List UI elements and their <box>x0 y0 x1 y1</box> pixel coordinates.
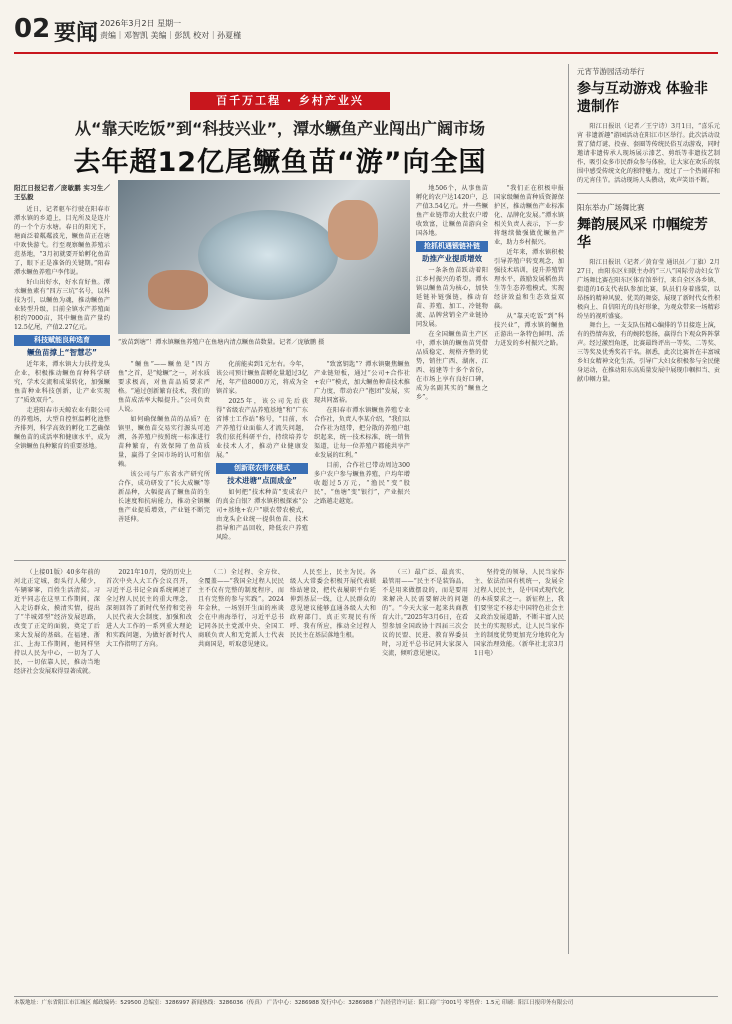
paragraph: 目前，合作社已带动周边300多户农户参与鳜鱼养殖，户均年增收超过5万元，“渔民”变“股民”，“鱼塘”变“银行”，产业振兴之路越走越宽。 <box>314 462 410 505</box>
paragraph: 该公司与广东省水产研究所合作，成功研发了“长大成鳜”等新品种，大幅提高了鳜鱼苗的生长速度和抗病能力，推动全镇鳜鱼产业提质增效，产业链不断完善延伸。 <box>118 471 210 523</box>
paragraph: 阳江日报讯（记者／王宁诗）3月1日，“喜乐元宵 非遗新趣”游园活动在阳江市区举行。此次活动设置了猜灯谜、投壶、套圈等传统民俗互动游戏，同时邀请非遗传承人现场展示漆艺、剪纸等非遗技艺制作，吸引众多市民群众参与体验，让大家在欢乐的氛围中感受传统文化的独特魅力，度过了一个热闹祥和的元宵佳节。活动现场人头攒动，欢声笑语不断。 <box>577 123 720 184</box>
sidebar-rule <box>577 193 720 194</box>
paragraph: （三）最广泛、最真实、最管用——“民主不是装饰品，不是用来做摆设的，而是要用来解决人民需要解决的问题的”。“今天大家一起来共商教育大计。”2025年3月6日，在看望参加全国政协十四届三次会议的民盟、民进、教育界委员时，习近平总书记同大家深入交流，倾听意见建议。 <box>382 569 468 657</box>
paragraph: 近日，记者驱车行驶在阳春市潭水镇的乡道上，目光所及是连片的一个个方水塘。春日的阳光下，塘面泛着粼粼波光，鳜鱼苗正在塘中欢快游弋。行至观察鳜鱼养殖示范基地，“3月初就要开始孵化鱼苗了，眼下正是准备的关键期。”阳春潭水鳜鱼养殖户李伟说。 <box>14 206 110 276</box>
paragraph: “致富钥匙”？潭水镇聚焦鳜鱼产业链短板，通过“公司+合作社+农户”模式，加大鳜鱼种苗技术推广力度，带动农户“抱团”发展，实现共同富裕。 <box>314 361 410 404</box>
subheading-secondary: 助推产业提质增效 <box>422 254 482 263</box>
paragraph: 从“靠天吃饭”到“科技兴业”，潭水镇的鳜鱼正游出一条特色鲜明、活力迸发的乡村振兴之路。 <box>494 313 564 347</box>
article-column-4 <box>314 360 410 554</box>
paragraph: 舞台上，一支支队伍精心编排的节目接连上演，有的热情奔放，有的婉转悠扬，赢得台下观众阵阵掌声。经过激烈角逐，比赛最终评出一等奖、二等奖、三等奖及优秀奖若干名。据悉，此次比赛旨在丰富城乡妇女精神文化生活，引导广大妇女积极参与全民健身运动，在推动阳东高质量发展中展现巾帼担当、贡献巾帼力量。 <box>577 322 720 383</box>
paragraph: “鳜鱼”——鳜鱼是“四方鱼”之首，是“鲶鳜”之一，对水质要求极高，对鱼苗品质要求严格。“通过创新繁育技术，我们的鱼苗成活率大幅提升。”公司负责人说。 <box>118 361 210 413</box>
article-column-5 <box>416 184 488 554</box>
paragraph: 走进阳春市天鲸农业有限公司的养殖场，大型自控恒温孵化池整齐排列，科学高效的孵化工艺确保鳜鱼苗的成活率和健康水平，成为全镇鳜鱼良种繁育的重要基地。 <box>14 407 110 450</box>
sidebar-article <box>577 258 720 384</box>
sidebar-kicker: 阳东举办广场舞比赛 <box>577 203 645 212</box>
paragraph: （二）全过程、全方位、全覆盖——“我国全过程人民民主不仅有完整的制度程序，而且有完整的参与实践”。2024年金秋，一场别开生面的座谈会在中南海举行，习近平总书记同各民主党派中央、全国工商联负责人和无党派人士代表共商国是，听取意见建议。 <box>198 569 284 648</box>
masthead <box>14 14 718 56</box>
lower-column-3 <box>198 568 284 988</box>
fish-basin-shape <box>198 210 338 300</box>
paragraph: 2021年10月，党的历史上首次中央人大工作会议召开，习近平总书记全面系统阐述了全过程人民民主的重大理念，深刻回答了新时代坚持和完善人民代表大会制度、加强和改进人大工作的一系列重大理论和实践问题，为做好新时代人大工作指明了方向。 <box>106 569 192 648</box>
byline: 阳江日报记者／庞敏鹏 实习生／王弘毅 <box>14 184 110 201</box>
section-title: 要闻 <box>54 21 99 46</box>
headline-kicker: 从“靠天吃饭”到“科技兴业”，潭水鳜鱼产业闯出广阔市场 <box>74 119 486 138</box>
paragraph: 2025年，该公司先后获得“省级农产品养殖基地”和“广东省博士工作站”称号，“目前，水产养殖行业面临人才流失问题，我们依托科研平台，持续培养专业技术人才，推动产业健康发展。” <box>216 398 308 459</box>
article-column-1 <box>14 184 110 554</box>
subheading-secondary: 鳜鱼苗撑上“智慧芯” <box>27 348 97 357</box>
paragraph: 坚持党的领导、人民当家作主、依法治国有机统一，发展全过程人民民主，是中国式现代化的本质要求之一。新征程上，我们要坚定不移走中国特色社会主义政治发展道路，不断丰富人民民主的实现形式，让人民当家作主的制度优势更加充分地转化为国家治理效能。（新华社北京3月1日电） <box>474 569 564 657</box>
paragraph: 在阳春市潭水镇鳜鱼养殖专业合作社，负责人李某介绍，“我们以合作社为纽带，把分散的养殖户组织起来，统一技术标准，统一销售渠道，让每一位养殖户都能共享产业发展的红利。” <box>314 407 410 459</box>
paragraph: （上接01版）40多年前的河北正定城，街头行人稀少，车辆寥寥，百姓生活清贫。习近平同志在这里工作期间，深入走访群众，摸清实情，提出了“半城郊型”经济发展思路，改变了正定的面貌，奠定了后来大发展的基础。在福建、浙江、上海工作期间，他同样坚持以人民为中心，一切为了人民，一切依靠人民，推动当地经济社会发展取得显著成就。 <box>14 569 100 675</box>
series-banner: 百千万工程 · 乡村产业兴 <box>190 92 390 110</box>
hand-shape <box>328 200 378 260</box>
sidebar-headline: 参与互动游戏 体验非遗制作 <box>577 81 708 115</box>
sidebar-article <box>577 122 720 185</box>
editor-credits: 责编｜邓智凯 美编｜彭凯 校对｜孙夏槿 <box>100 31 242 40</box>
subheading: 科技赋能良种选育 <box>14 335 110 346</box>
lower-column-2 <box>106 568 192 988</box>
lower-column-4 <box>290 568 376 988</box>
article-column-2 <box>118 360 210 554</box>
subheading-secondary: 技术进塘“点面成金” <box>227 476 297 485</box>
article-column-3 <box>216 360 308 554</box>
paragraph: 近年来，潭水镇积极引导养殖户转变观念，加强技术培训，提升养殖管理水平，鼓励发展稻鱼共生等生态养殖模式，实现经济效益和生态效益双赢。 <box>494 249 564 310</box>
lower-column-1 <box>14 568 100 988</box>
page-number: 02 <box>14 14 51 44</box>
hand-shape <box>148 270 208 310</box>
paragraph: 阳江日报讯（记者／黄育莹 通讯员／丁旗）2月27日，由阳东区妇联主办的“三八”国际劳动妇女节广场舞比赛在阳东区体育馆举行，来自全区各乡镇、街道的16支代表队参加比赛，队员们身着盛装，以昂扬的精神风貌、优美的舞姿，展现了新时代女性积极向上、自信阳光的良好形象，为观众带来一场精彩纷呈的视听盛宴。 <box>577 259 720 320</box>
subheading: 抢抓机遇锻链补链 <box>416 241 488 252</box>
main-headline: 去年超12亿尾鳜鱼苗“游”向全国 <box>73 147 487 178</box>
paragraph: 在全国鳜鱼苗主产区中，潭水镇的鳜鱼苗凭借品质稳定、规格齐整的优势，销往广西、湖南、江西、福建等十多个省份，在市场上享有良好口碑，成为名副其实的“鳜鱼之乡”。 <box>416 331 488 401</box>
masthead-rule <box>14 52 718 54</box>
paragraph: 化前能卖到1元左右。今年，该公司预计鳜鱼苗孵化量超过3亿尾，年产值8000万元，将成为全镇首家。 <box>216 361 308 395</box>
lower-column-6 <box>474 568 564 988</box>
issue-date: 2026年3月2日 星期一 <box>100 19 182 28</box>
page-footer: 本版地址：广东省阳江市江城区 邮政编码：529500 总编室：3286997 新闻热线：3286036（传真） 广告中心：3286988 发行中心：3286988 广告经营许可证：阳工商广字001号 零售价：1.5元 印刷：阳江日报印务有限公司 <box>14 996 718 1009</box>
sidebar <box>577 64 720 944</box>
paragraph: 人民至上，民主为民。各级人大常委会积极开展代表联络站建设，把代表履职平台延伸到基层一线，让人民群众的意见建议能够直通各级人大和政府部门，真正实现民有所呼、我有所应，推动全过程人民民主在基层落地生根。 <box>290 569 376 639</box>
paragraph: 如何确保鳜鱼苗的品质？在镇里，鳜鱼苗交易实行源头可追溯，各养殖户按照统一标准进行苗种繁育，有效保障了鱼苗质量，赢得了全国市场的认可和信赖。 <box>118 416 210 468</box>
paragraph: “我们正在积极申报国家级鳜鱼苗种质资源保护区，推动鳜鱼产业标准化、品牌化发展。”潭水镇相关负责人表示，下一步将继续做强做优鳜鱼产业，助力乡村振兴。 <box>494 185 564 246</box>
paragraph: 地506个，从事鱼苗孵化的农户达1420户，总产值3.54亿元。并一些鳜鱼产业链带动大批农户增收致富，让鳜鱼苗游向全国各地。 <box>416 185 488 237</box>
article-column-6 <box>494 184 564 554</box>
lower-column-5 <box>382 568 468 988</box>
photo-caption: “放苗到塘”！潭水镇鳜鱼养殖户在鱼塘内清点鳜鱼苗数量。记者／庞敏鹏 摄 <box>118 339 325 346</box>
sidebar-divider <box>568 64 569 954</box>
article-photo <box>118 180 410 334</box>
paragraph: 近年来，潭水镇大力扶持龙头企业，积极推动鳜鱼育种科学研究，学术交流和成果转化，加强鳜鱼苗种业科技创新，让产业实现了“质效双升”。 <box>14 361 110 404</box>
paragraph: 好山出好水，好水育好鱼。潭水鳜鱼素有“四方三坑”名号，以科技为引，以鳜鱼为魂，推动鳜鱼产业转型升级，目前全镇水产养殖面积约7000亩，其中鳜鱼苗产量约12.5亿尾，产值2.27亿元。 <box>14 279 110 331</box>
masthead-meta <box>100 18 241 42</box>
paragraph: 如何把“技术种苗”变成农户的真金白银？潭水镇积极探索“公司+基地+农户”联农带农模式，由龙头企业统一提供鱼苗、技术指导和产品回收，降低农户养殖风险。 <box>216 489 308 541</box>
paragraph: 一条条鱼苗跃动着阳江乡村振兴的希望。潭水镇以鳜鱼苗为核心，加快延链补链强链，推动育苗、养殖、加工、冷链物流、品牌营销全产业链协同发展。 <box>416 267 488 328</box>
sidebar-headline: 舞韵展风采 巾帼绽芳华 <box>577 217 708 251</box>
section-divider <box>14 560 566 561</box>
subheading: 创新联农带农模式 <box>216 463 308 474</box>
sidebar-kicker: 元宵节游园活动举行 <box>577 67 645 76</box>
